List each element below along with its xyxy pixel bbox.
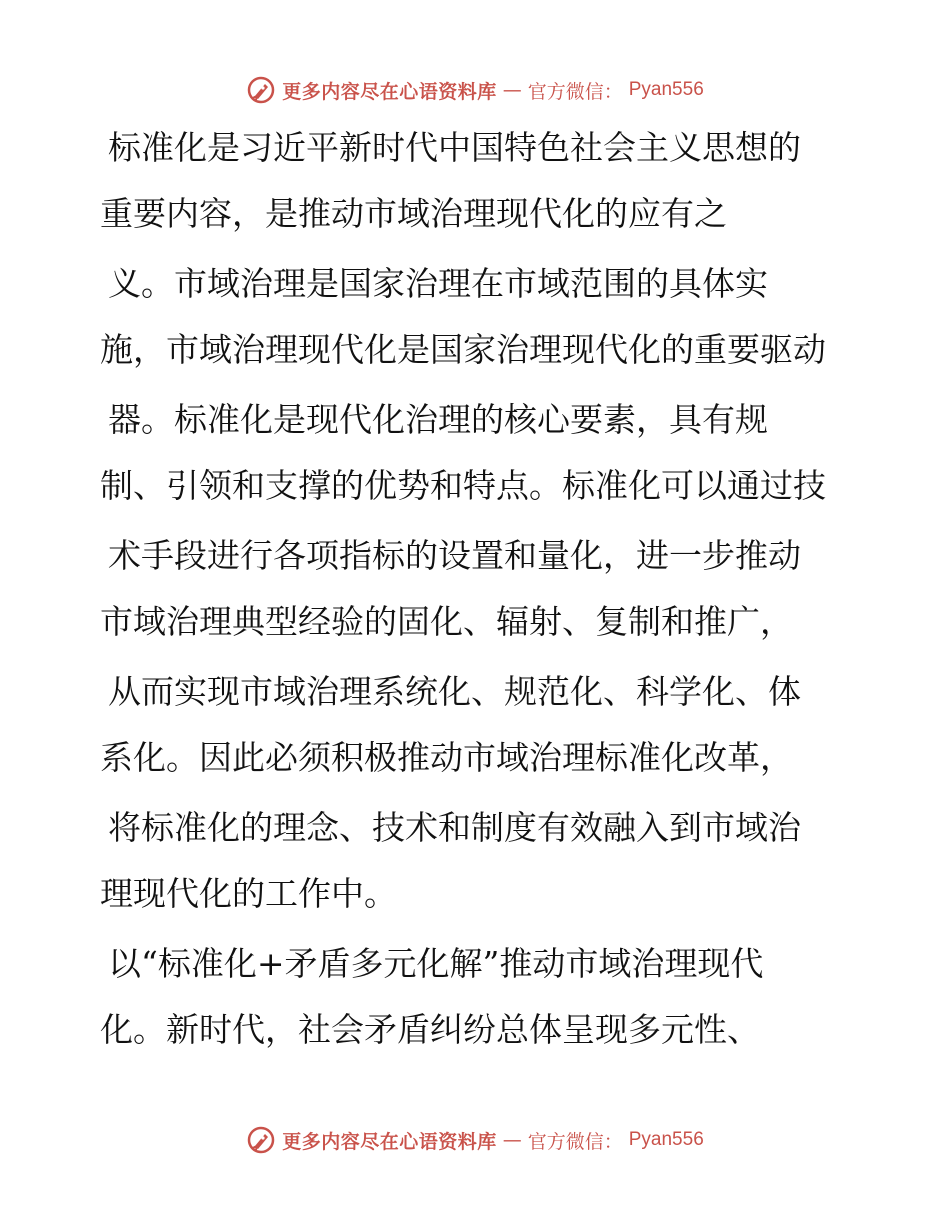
official-wechat-label: 官方微信： bbox=[527, 80, 623, 103]
body-line: 理现代化的工作中。 bbox=[100, 874, 397, 913]
body-line: 将标准化的理念、技术和制度有效融入到市域治 bbox=[108, 808, 801, 847]
body-line: 市域治理典型经验的固化、辐射、复制和推广， bbox=[100, 602, 793, 641]
document-body bbox=[100, 122, 860, 1050]
pen-nib-logo-icon bbox=[246, 1125, 276, 1155]
footer-banner bbox=[0, 1120, 950, 1160]
site-name-text: 更多内容尽在心语资料库 bbox=[282, 1130, 497, 1153]
body-line: 器。标准化是现代化治理的核心要素，具有规 bbox=[108, 400, 768, 439]
body-line: 化。新时代，社会矛盾纠纷总体呈现多元性、 bbox=[100, 1010, 760, 1049]
body-line: 系化。因此必须积极推动市域治理标准化改革， bbox=[100, 738, 793, 777]
banner-dash: — bbox=[502, 1129, 522, 1151]
body-line: 重要内容，是推动市域治理现代化的应有之 bbox=[100, 194, 727, 233]
body-line: 施，市域治理现代化是国家治理现代化的重要驱动 bbox=[100, 330, 826, 369]
body-line: 以“标准化+矛盾多元化解”推动市域治理现代 bbox=[108, 944, 764, 983]
wechat-id-text: Pyan556 bbox=[628, 79, 704, 100]
body-line: 制、引领和支撑的优势和特点。标准化可以通过技 bbox=[100, 466, 826, 505]
body-line: 术手段进行各项指标的设置和量化，进一步推动 bbox=[108, 536, 801, 575]
official-wechat-label: 官方微信： bbox=[527, 1130, 623, 1153]
header-banner bbox=[0, 70, 950, 110]
site-name-text: 更多内容尽在心语资料库 bbox=[282, 80, 497, 103]
body-line: 义。市域治理是国家治理在市域范围的具体实 bbox=[108, 264, 768, 303]
body-line: 从而实现市域治理系统化、规范化、科学化、体 bbox=[108, 672, 801, 711]
banner-dash: — bbox=[502, 79, 522, 101]
pen-nib-logo-icon bbox=[246, 75, 276, 105]
wechat-id-text: Pyan556 bbox=[628, 1129, 704, 1150]
body-line: 标准化是习近平新时代中国特色社会主义思想的 bbox=[108, 128, 801, 167]
